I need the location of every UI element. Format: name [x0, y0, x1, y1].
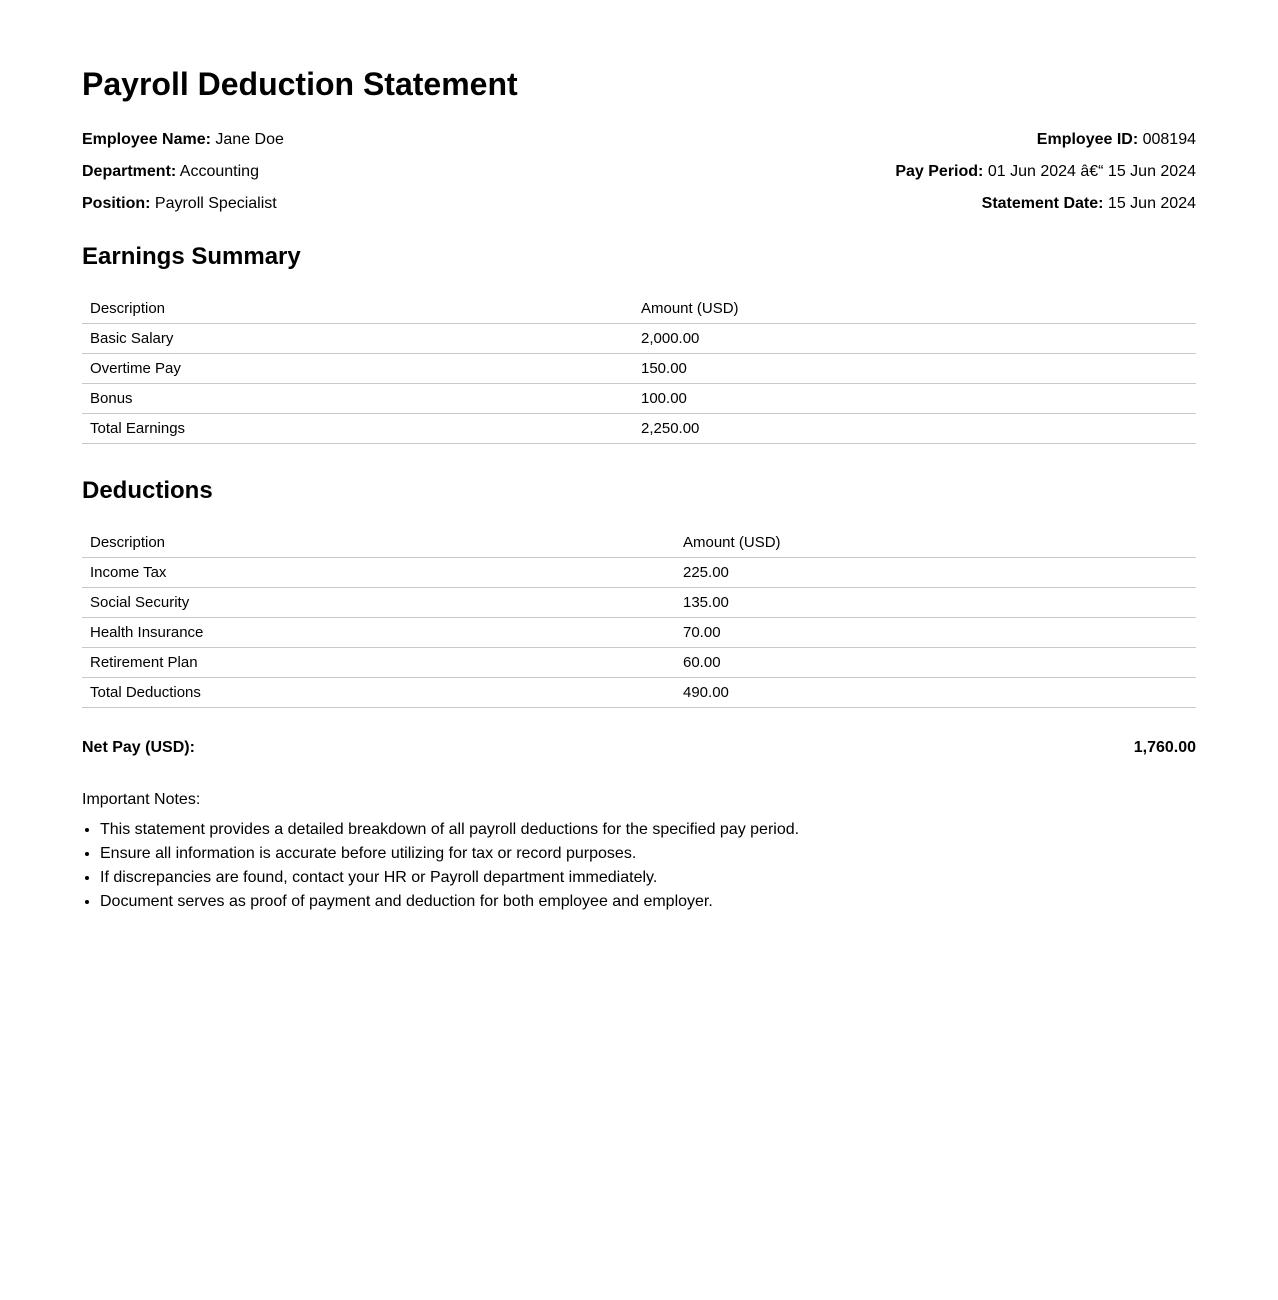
row-amount: 100.00 [633, 384, 1196, 414]
position-value: Payroll Specialist [154, 195, 277, 212]
net-pay [82, 738, 1196, 758]
table-total-row [82, 414, 1196, 444]
column-header: Description [82, 528, 675, 558]
row-amount: 2,000.00 [633, 324, 1196, 354]
pay-period-label: Pay Period: [895, 163, 984, 180]
statement-date-label: Statement Date: [981, 195, 1104, 212]
row-amount: 135.00 [675, 588, 1196, 618]
employee-name-line [82, 130, 284, 150]
deductions-table [82, 528, 1196, 708]
pay-period-value: 01 Jun 2024 â€“ 15 Jun 2024 [987, 163, 1196, 180]
row-amount: 150.00 [633, 354, 1196, 384]
table-row [82, 588, 1196, 618]
notes-title: Important Notes: [82, 791, 201, 808]
statement-page [82, 0, 1196, 912]
employee-info-left [82, 130, 284, 226]
column-header: Amount (USD) [675, 528, 1196, 558]
row-description: Retirement Plan [82, 648, 675, 678]
statement-date-line [982, 194, 1196, 214]
table-row [82, 324, 1196, 354]
notes-list [82, 820, 1196, 912]
column-header: Description [82, 294, 633, 324]
employee-info [82, 130, 1196, 226]
table-total-row [82, 678, 1196, 708]
net-pay-value: 1,760.00 [1133, 739, 1196, 756]
employee-id-line [1037, 130, 1196, 150]
row-amount: 70.00 [675, 618, 1196, 648]
row-description: Social Security [82, 588, 675, 618]
row-description: Total Deductions [82, 678, 675, 708]
employee-info-right [895, 130, 1196, 226]
table-row [82, 648, 1196, 678]
list-item: • Document serves as proof of payment and deduction for both employee and employer. [100, 892, 1196, 912]
column-header: Amount (USD) [633, 294, 1196, 324]
net-pay-label: Net Pay (USD): [82, 739, 195, 756]
deductions-heading: Deductions [82, 477, 213, 504]
list-item: • If discrepancies are found, contact your HR or Payroll department immediately. [100, 868, 1196, 888]
table-row [82, 618, 1196, 648]
table-row [82, 354, 1196, 384]
department-label: Department: [82, 163, 177, 180]
row-description: Bonus [82, 384, 633, 414]
employee-id-label: Employee ID: [1036, 131, 1139, 148]
row-description: Total Earnings [82, 414, 633, 444]
row-amount: 490.00 [675, 678, 1196, 708]
statement-date-value: 15 Jun 2024 [1107, 195, 1196, 212]
employee-name-value: Jane Doe [215, 131, 284, 148]
pay-period-line [895, 162, 1196, 182]
table-row [82, 558, 1196, 588]
table-row [82, 384, 1196, 414]
row-amount: 60.00 [675, 648, 1196, 678]
department-value: Accounting [179, 163, 259, 180]
row-amount: 2,250.00 [633, 414, 1196, 444]
list-item: • This statement provides a detailed breakdown of all payroll deductions for the specified pay period. [100, 820, 1196, 840]
row-description: Overtime Pay [82, 354, 633, 384]
table-header-row [82, 528, 1196, 558]
row-amount: 225.00 [675, 558, 1196, 588]
row-description: Income Tax [82, 558, 675, 588]
table-header-row [82, 294, 1196, 324]
row-description: Basic Salary [82, 324, 633, 354]
employee-id-value: 008194 [1142, 131, 1196, 148]
earnings-table [82, 294, 1196, 444]
list-item: • Ensure all information is accurate before utilizing for tax or record purposes. [100, 844, 1196, 864]
position-label: Position: [82, 195, 151, 212]
page-title: Payroll Deduction Statement [82, 66, 518, 102]
earnings-heading: Earnings Summary [82, 243, 301, 270]
department-line [82, 162, 284, 182]
row-description: Health Insurance [82, 618, 675, 648]
position-line [82, 194, 284, 214]
employee-name-label: Employee Name: [82, 131, 211, 148]
